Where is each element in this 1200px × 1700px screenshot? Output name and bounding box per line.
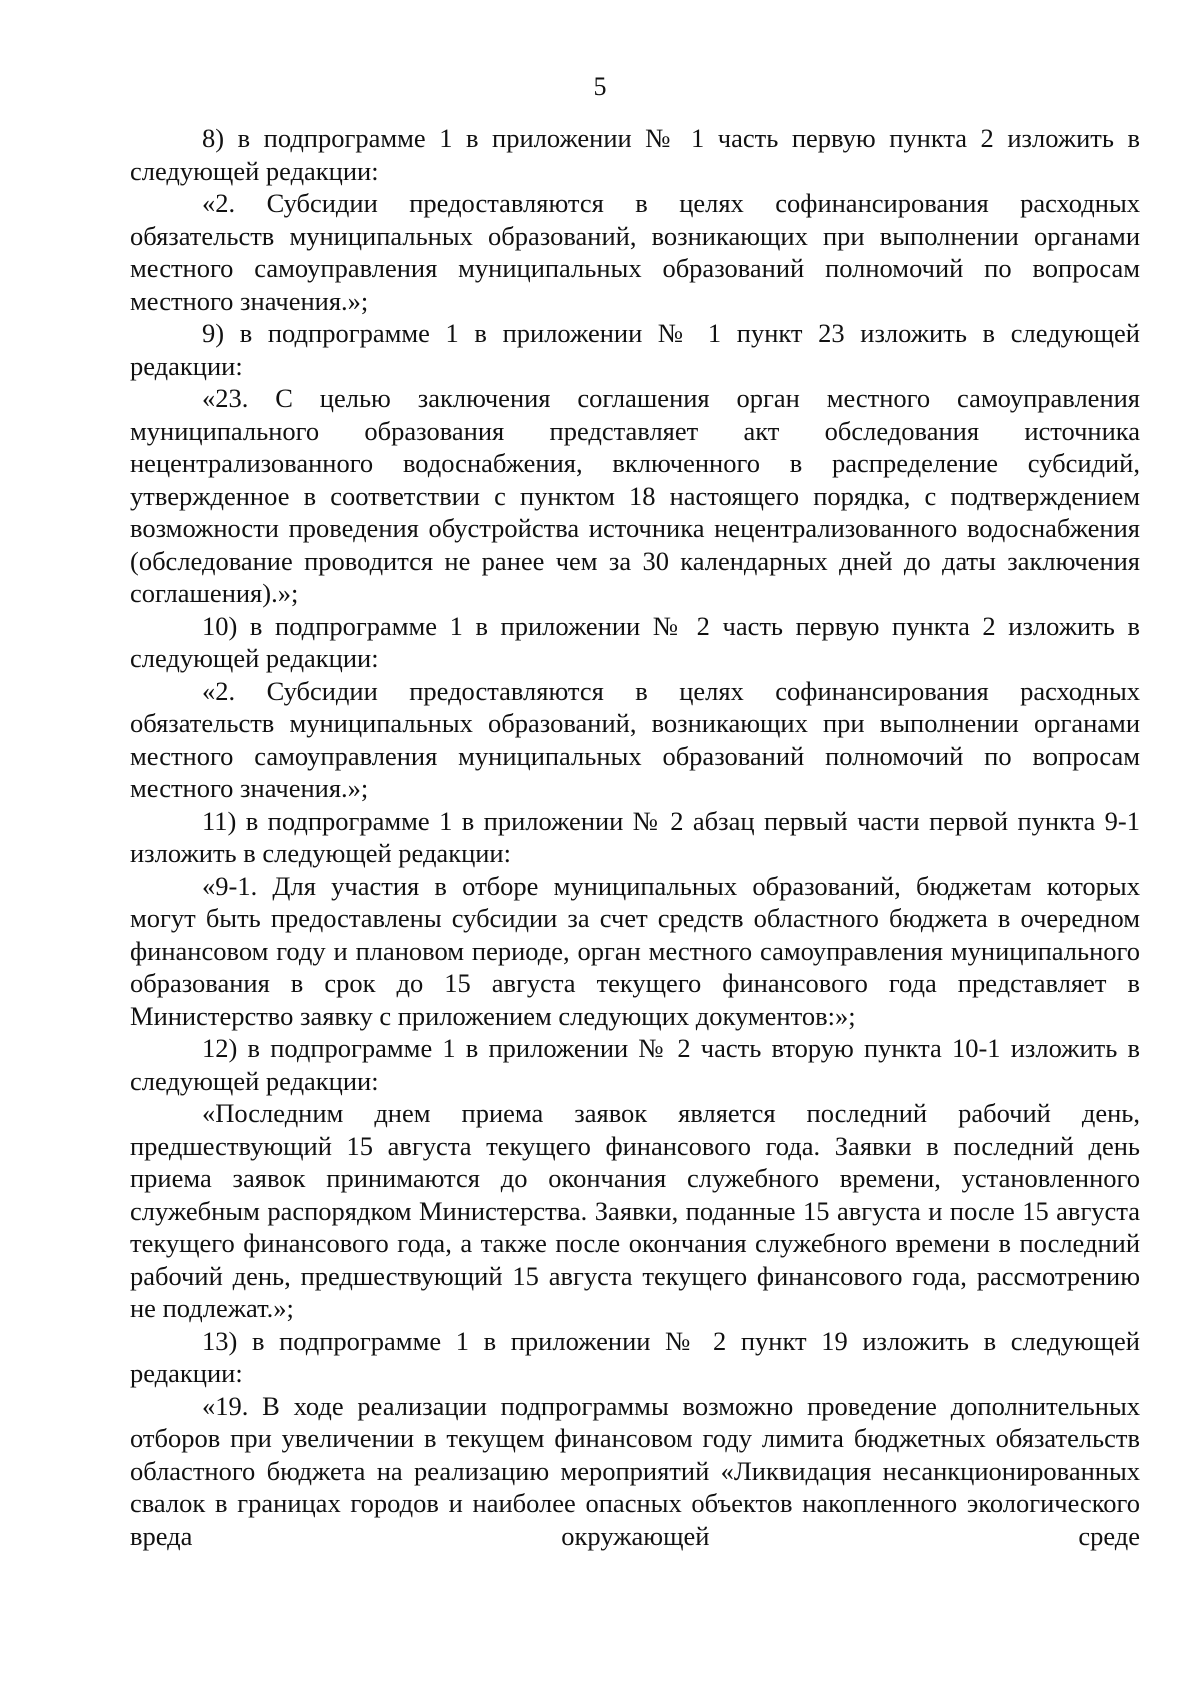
paragraph-quote-2: «2. Субсидии предоставляются в целях софинансирования расходных обязательств муниципальных образований, возникающих при выполнении органами местного самоуправления муниципальных образований полномочий по вопросам местного значения.»; bbox=[130, 188, 1140, 316]
paragraph-item-9: 9) в подпрограмме 1 в приложении № 1 пункт 23 изложить в следующей редакции: bbox=[130, 318, 1140, 381]
paragraph-item-13: 13) в подпрограмме 1 в приложении № 2 пункт 19 изложить в следующей редакции: bbox=[130, 1325, 1140, 1388]
paragraph-quote-last-day: «Последним днем приема заявок является последний рабочий день, предшествующий 15 августа текущего финансового года. Заявки в последний день приема заявок принимаются до окончания служебного времени, установленного служебным распорядком Министерства. Заявки, поданные 15 августа и после 15 августа текущего финансового года, а также после окончания служебного времени в последний рабочий день, предшествующий 15 августа текущего финансового года, рассмотрению не подлежат.»; bbox=[130, 1098, 1140, 1323]
document-body bbox=[130, 122, 1140, 1552]
paragraph-quote-9-1: «9-1. Для участия в отборе муниципальных образований, бюджетам которых могут быть предоставлены субсидии за счет средств областного бюджета в очередном финансовом году и плановом периоде, орган местного самоуправления муниципального образования в срок до 15 августа текущего финансового года представляет в Министерство заявку с приложением следующих документов:»; bbox=[130, 870, 1140, 1031]
paragraph-item-12: 12) в подпрограмме 1 в приложении № 2 часть вторую пункта 10-1 изложить в следующей редакции: bbox=[130, 1033, 1140, 1096]
page-number: 5 bbox=[593, 72, 607, 101]
paragraph-item-11: 11) в подпрограмме 1 в приложении № 2 абзац первый части первой пункта 9-1 изложить в следующей редакции: bbox=[130, 805, 1140, 868]
paragraph-quote-23: «23. С целью заключения соглашения орган местного самоуправления муниципального образования представляет акт обследования источника нецентрализованного водоснабжения, включенного в распределение субсидий, утвержденное в соответствии с пунктом 18 настоящего порядка, с подтверждением возможности проведения обустройства источника нецентрализованного водоснабжения (обследование проводится не ранее чем за 30 календарных дней до даты заключения соглашения).»; bbox=[130, 383, 1140, 608]
paragraph-quote-19: «19. В ходе реализации подпрограммы возможно проведение дополнительных отборов при увеличении в текущем финансовом году лимита бюджетных обязательств областного бюджета на реализацию мероприятий «Ликвидация несанкционированных свалок в границах городов и наиболее опасных объектов накопленного экологического вреда окружающей среде bbox=[130, 1390, 1140, 1551]
paragraph-quote-2-repeat: «2. Субсидии предоставляются в целях софинансирования расходных обязательств муниципальных образований, возникающих при выполнении органами местного самоуправления муниципальных образований полномочий по вопросам местного значения.»; bbox=[130, 675, 1140, 803]
paragraph-item-10: 10) в подпрограмме 1 в приложении № 2 часть первую пункта 2 изложить в следующей редакции: bbox=[130, 610, 1140, 673]
paragraph-item-8: 8) в подпрограмме 1 в приложении № 1 часть первую пункта 2 изложить в следующей редакции: bbox=[130, 123, 1140, 186]
